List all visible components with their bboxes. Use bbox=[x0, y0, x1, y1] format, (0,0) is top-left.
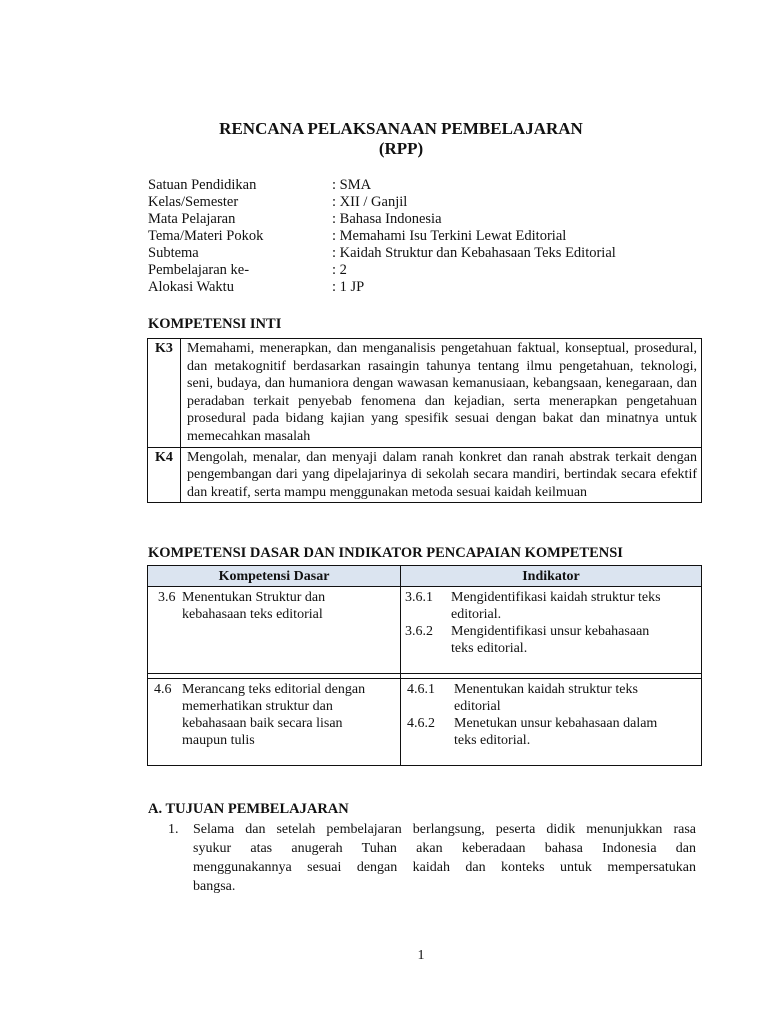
document-subtitle: (RPP) bbox=[378, 139, 424, 158]
page-number: 1 bbox=[417, 948, 425, 963]
identity-value: : 2 bbox=[332, 262, 347, 278]
identity-value: : 1 JP bbox=[332, 279, 365, 295]
indicator-cell bbox=[401, 587, 702, 674]
indicator-number: 4.6.2 bbox=[407, 716, 435, 731]
ki-description: Mengolah, menalar, dan menyaji dalam ranah konkret dan ranah abstrak terkait dengan pengembangan dari yang dipelajarinya di sekolah secara mandiri, bertindak secara efektif dan kreatif, serta mampu menggunakan metoda sesuai kaidah keilmuan bbox=[181, 447, 702, 503]
column-header-indikator: Indikator bbox=[401, 566, 702, 587]
identity-label: Satuan Pendidikan bbox=[148, 177, 257, 193]
list-item-line: bangsa. bbox=[193, 879, 236, 894]
identity-value: : Bahasa Indonesia bbox=[332, 211, 442, 227]
identity-label: Mata Pelajaran bbox=[148, 211, 236, 227]
kd-text-line: kebahasaan baik secara lisan bbox=[182, 716, 343, 731]
identity-label: Pembelajaran ke- bbox=[148, 262, 250, 278]
indicator-text-line: Mengidentifikasi unsur kebahasaan bbox=[451, 624, 650, 639]
table-header-row bbox=[148, 566, 702, 587]
indicator-text-line: editorial bbox=[454, 699, 501, 714]
ki-code: K4 bbox=[148, 447, 181, 503]
identity-label: Alokasi Waktu bbox=[148, 279, 234, 295]
indicator-number: 3.6.2 bbox=[405, 624, 433, 639]
kd-text-line: Menentukan Struktur dan bbox=[182, 590, 326, 605]
identity-label: Subtema bbox=[148, 245, 199, 261]
tujuan-heading: A. TUJUAN PEMBELAJARAN bbox=[148, 801, 349, 817]
identity-label: Kelas/Semester bbox=[148, 194, 239, 210]
list-item-line: Selama dan setelah pembelajaran berlangsung, peserta didik menunjukkan rasa bbox=[193, 822, 696, 837]
list-item-line: menggunakannya sesuai dengan kaidah dan konteks untuk mempersatukan bbox=[193, 860, 696, 875]
document-title: RENCANA PELAKSANAAN PEMBELAJARAN bbox=[219, 119, 583, 138]
kd-number: 4.6 bbox=[154, 682, 172, 697]
identity-value: : Kaidah Struktur dan Kebahasaan Teks Editorial bbox=[332, 245, 616, 261]
kd-text-line: maupun tulis bbox=[182, 733, 255, 748]
indicator-text-line: teks editorial. bbox=[454, 733, 531, 748]
kompetensi-dasar-table bbox=[147, 565, 702, 766]
indicator-text-line: Mengidentifikasi kaidah struktur teks bbox=[451, 590, 661, 605]
identity-label: Tema/Materi Pokok bbox=[148, 228, 264, 244]
table-row bbox=[148, 679, 702, 766]
indicator-text-line: editorial. bbox=[451, 607, 502, 622]
kd-text-line: Merancang teks editorial dengan bbox=[182, 682, 366, 697]
indicator-cell bbox=[401, 679, 702, 766]
table-row bbox=[148, 447, 702, 503]
ki-code: K3 bbox=[148, 339, 181, 448]
list-item-line: syukur atas anugerah Tuhan akan keberadaan bahasa Indonesia dan bbox=[193, 841, 696, 856]
kd-text-line: kebahasaan teks editorial bbox=[182, 607, 323, 622]
identity-value: : SMA bbox=[332, 177, 372, 193]
identity-value: : XII / Ganjil bbox=[332, 194, 408, 210]
identity-value: : Memahami Isu Terkini Lewat Editorial bbox=[332, 228, 567, 244]
indicator-text-line: teks editorial. bbox=[451, 641, 528, 656]
list-item-number: 1. bbox=[168, 822, 179, 837]
kompetensi-inti-table bbox=[147, 338, 702, 503]
column-header-kd: Kompetensi Dasar bbox=[148, 566, 401, 587]
indicator-number: 3.6.1 bbox=[405, 590, 433, 605]
list-item-text bbox=[193, 820, 696, 896]
ki-description: Memahami, menerapkan, dan menganalisis pengetahuan faktual, konseptual, prosedural, dan metakognitif berdasarkan rasaingin tahunya tentang ilmu pengetahuan, teknologi, seni, budaya, dan humaniora dengan wawasan kemanusiaan, kebangsaan, kenegaraan, dan peradaban terkait penyebab fenomena dan kejadian, serta menerapkan pengetahuan prosedural pada bidang kajian yang spesifik sesuai dengan bakat dan minatnya untuk memecahkan masalah bbox=[181, 339, 702, 448]
kd-cell bbox=[148, 679, 401, 766]
kd-number: 3.6 bbox=[158, 590, 176, 605]
indicator-text-line: Menetukan unsur kebahasaan dalam bbox=[454, 716, 658, 731]
kompetensi-inti-heading: KOMPETENSI INTI bbox=[148, 316, 282, 332]
indicator-number: 4.6.1 bbox=[407, 682, 435, 697]
table-row bbox=[148, 339, 702, 448]
table-row bbox=[148, 587, 702, 674]
kompetensi-dasar-heading: KOMPETENSI DASAR DAN INDIKATOR PENCAPAIAN KOMPETENSI bbox=[148, 545, 623, 561]
kd-text-line: memerhatikan struktur dan bbox=[182, 699, 333, 714]
indicator-text-line: Menentukan kaidah struktur teks bbox=[454, 682, 638, 697]
kd-cell bbox=[148, 587, 401, 674]
